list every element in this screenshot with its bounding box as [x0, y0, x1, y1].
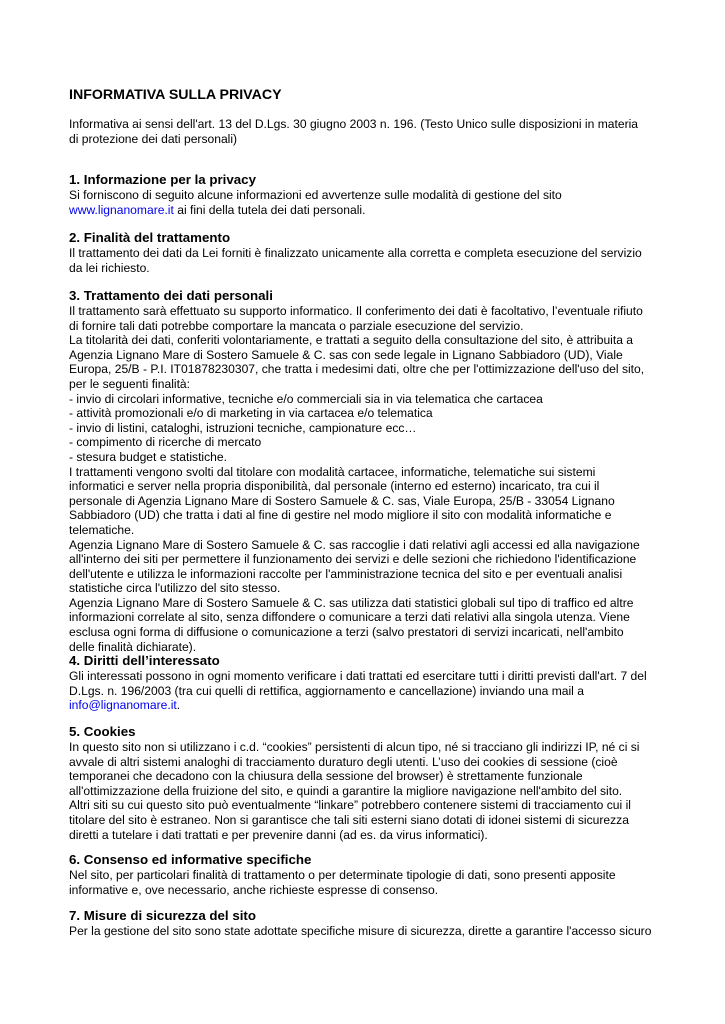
body-line: Per la gestione del sito sono state adottate specifiche misure di sicurezza, dirette a garantire l'accesso sicuro	[69, 924, 652, 938]
body-line: I trattamenti vengono svolti dal titolare con modalità cartacee, informatiche, telematiche sui sistemi	[69, 464, 596, 479]
section-security	[69, 908, 669, 939]
document-title: INFORMATIVA SULLA PRIVACY	[69, 87, 282, 103]
list-item: - invio di circolari informative, tecniche e/o commerciali sia in via telematica che cartacea	[69, 391, 543, 406]
body-line: personale di Agenzia Lignano Mare di Sostero Samuele & C. sas, Viale Europa, 25/B - 33054 Lignano	[69, 493, 615, 508]
body-text: .	[176, 698, 181, 713]
body-line	[69, 698, 669, 713]
section-body	[69, 246, 669, 275]
body-line: dell'utente e utilizza le informazioni raccolte per l'amministrazione tecnica del sito e per eventuali analisi	[69, 566, 623, 581]
body-line: Il trattamento sarà effettuato su supporto informatico. Il conferimento dei dati è facoltativo, l’eventuale rifiuto	[69, 304, 643, 318]
intro-line: di protezione dei dati personali)	[69, 131, 238, 146]
body-line: esclusa ogni forma di diffusione o comunicazione a terzi (salvo prestatori di servizi incaricati, nell'ambito	[69, 625, 624, 640]
intro-paragraph	[69, 117, 669, 146]
body-line: Nel sito, per particolari finalità di trattamento o per determinate tipologie di dati, sono presenti apposite	[69, 868, 616, 882]
body-line	[69, 203, 669, 218]
body-line: all'ottimizzazione della fruizione del sito, e quindi a garantire la migliore navigazione nell'ambito del sito.	[69, 783, 623, 798]
section-heading: 5. Cookies	[69, 724, 136, 739]
list-item: - invio di listini, cataloghi, istruzioni tecniche, campionature ecc…	[69, 420, 417, 435]
section-rights	[69, 653, 669, 713]
body-line: di fornire tali dati potrebbe comportare la mancata o parziale esecuzione del servizio.	[69, 318, 524, 333]
section-heading: 3. Trattamento dei dati personali	[69, 288, 273, 303]
body-line: D.Lgs. n. 196/2003 (tra cui quelli di rettifica, aggiornamento e cancellazione) inviando una mail a	[69, 683, 584, 698]
body-line: avvale di altri sistemi analoghi di tracciamento duraturo degli utenti. L’uso dei cookies di sessione (cioè	[69, 754, 618, 769]
body-line: La titolarità dei dati, conferiti volontariamente, e trattati a seguito della consultazione del sito, è attribuita a	[69, 333, 634, 348]
list-item: - attività promozionali e/o di marketing in via cartacea e/o telematica	[69, 406, 433, 421]
list-item: - compimento di ricerche di mercato	[69, 435, 262, 450]
body-line: Europa, 25/B - P.I. IT01878230307, che tratta i medesimi dati, oltre che per l'ottimizzazione dell'uso del sito,	[69, 362, 645, 377]
section-body	[69, 304, 669, 654]
intro-line: Informativa ai sensi dell'art. 13 del D.Lgs. 30 giugno 2003 n. 196. (Testo Unico sulle disposizioni in materia	[69, 117, 639, 131]
section-body	[69, 868, 669, 897]
section-heading: 7. Misure di sicurezza del sito	[69, 908, 256, 923]
body-line: titolare del sito è estraneo. Non si garantisce che tali siti esterni siano dotati di idonei sistemi di sicurezza	[69, 812, 629, 827]
section-consent	[69, 852, 669, 897]
section-body	[69, 924, 669, 939]
section-cookies	[69, 724, 669, 842]
body-line: temporanei che decadono con la chiusura della sessione del browser) è strettamente funzionale	[69, 769, 583, 784]
section-privacy-info	[69, 172, 669, 217]
body-line: informatici e server nella propria disponibilità, dal personale (interno ed esterno) incaricato, tra cui il	[69, 479, 600, 494]
section-data-processing	[69, 288, 669, 654]
body-line: per le seguenti finalità:	[69, 376, 191, 391]
section-body	[69, 188, 669, 217]
body-line: Il trattamento dei dati da Lei forniti è finalizzato unicamente alla corretta e completa esecuzione del servizio	[69, 246, 642, 260]
section-heading: 1. Informazione per la privacy	[69, 172, 256, 187]
body-line: delle finalità dichiarate).	[69, 639, 197, 654]
body-line: Si forniscono di seguito alcune informazioni ed avvertenze sulle modalità di gestione del sito	[69, 188, 562, 202]
email-link[interactable]: info@lignanomare.it	[69, 698, 177, 713]
body-line: Sabbiadoro (UD) che tratta i dati al fine di gestire nel modo migliore il sito con modalità informatiche e	[69, 508, 612, 523]
body-text: ai fini della tutela dei dati personali.	[173, 202, 366, 217]
body-line: Gli interessati possono in ogni momento verificare i dati trattati ed esercitare tutti i diritti previsti dall'art. 7 del	[69, 669, 647, 683]
body-line: Agenzia Lignano Mare di Sostero Samuele & C. sas utilizza dati statistici globali sul tipo di traffico ed altre	[69, 595, 634, 610]
body-line: In questo sito non si utilizzano i c.d. “cookies” persistenti di alcun tipo, né si tracciano gli indirizzi IP, né ci si	[69, 740, 640, 754]
body-line: statistiche circa l'utilizzo del sito stesso.	[69, 581, 281, 596]
website-link[interactable]: www.lignanomare.it	[69, 202, 174, 217]
section-heading: 4. Diritti dell’interessato	[69, 653, 220, 668]
body-line: diretti a tutelare i dati trattati e per prevenire danni (ad es. da virus informatici).	[69, 827, 488, 842]
body-line: da lei richiesto.	[69, 260, 150, 275]
section-heading: 2. Finalità del trattamento	[69, 230, 231, 245]
body-line: Agenzia Lignano Mare di Sostero Samuele & C. sas raccoglie i dati relativi agli accessi ed alla navigazione	[69, 537, 640, 552]
section-purpose	[69, 230, 669, 275]
body-line: Altri siti su cui questo sito può eventualmente “linkare” potrebbero contenere sistemi di tracciamento cui il	[69, 798, 631, 813]
body-line: informative e, ove necessario, anche richieste espresse di consenso.	[69, 882, 439, 897]
section-heading: 6. Consenso ed informative specifiche	[69, 852, 312, 867]
body-line: informazioni correlate al sito, senza diffondere o comunicare a terzi dati relativi alla singola utenza. Viene	[69, 610, 630, 625]
body-line: Agenzia Lignano Mare di Sostero Samuele & C. sas con sede legale in Lignano Sabbiadoro (UD), Viale	[69, 347, 623, 362]
body-line: telematiche.	[69, 522, 135, 537]
section-body	[69, 669, 669, 713]
list-item: - stesura budget e statistiche.	[69, 449, 227, 464]
body-line: all'interno dei siti per permettere il funzionamento dei servizi e delle sezioni che richiedono l'identificazione	[69, 552, 637, 567]
section-body	[69, 740, 669, 842]
